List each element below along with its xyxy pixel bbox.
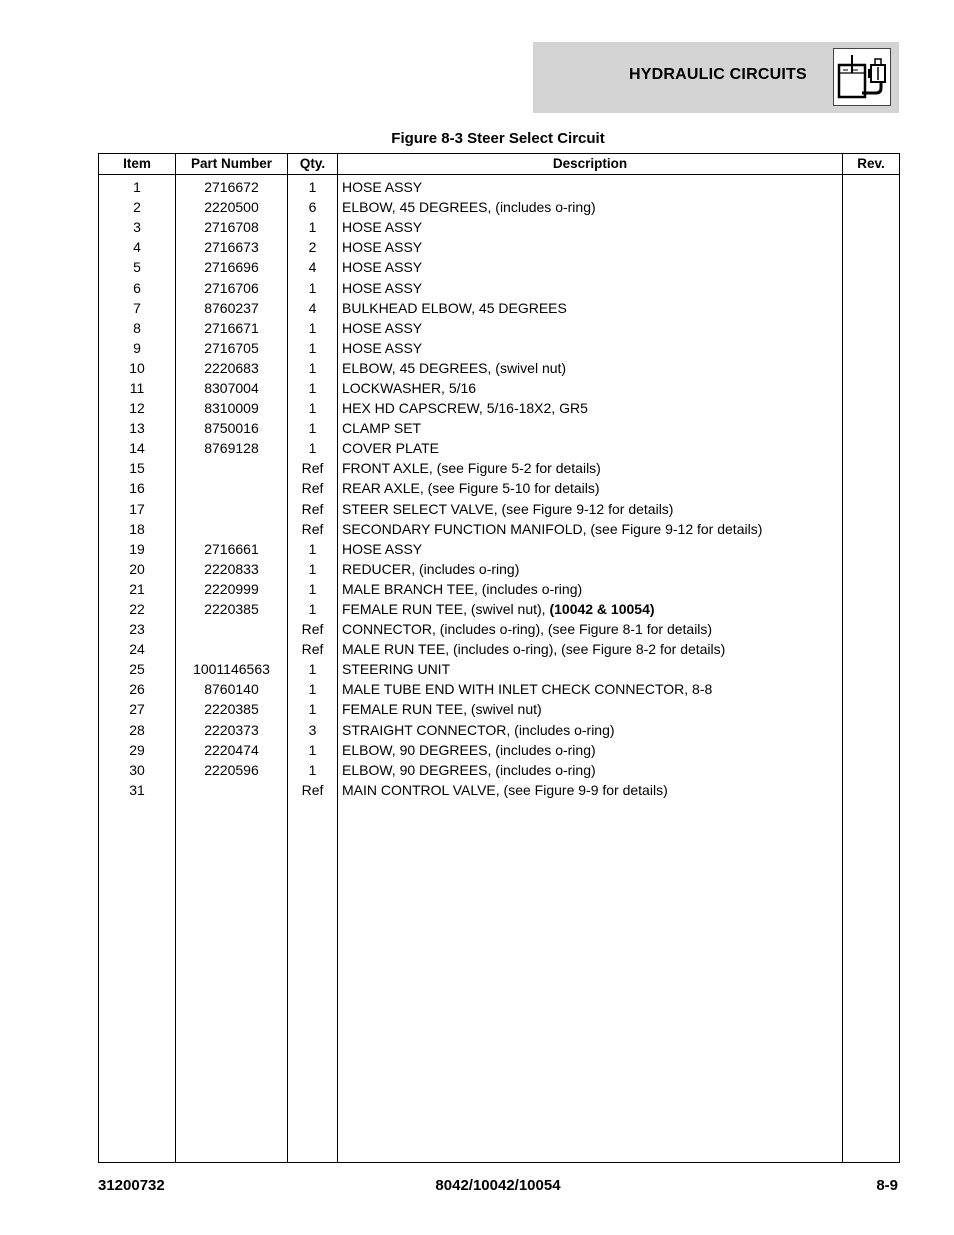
description-text: HEX HD CAPSCREW, 5/16-18X2, GR5 [342,400,588,417]
description-text: FEMALE RUN TEE, (swivel nut) [342,701,542,718]
qty-cell: Ref [288,499,338,519]
description-cell [338,257,843,277]
qty-cell: 1 [288,679,338,699]
rev-cell [843,277,900,297]
description-text: HOSE ASSY [342,219,423,236]
item-cell: 10 [99,358,176,378]
item-cell: 23 [99,619,176,639]
item-cell: 4 [99,237,176,257]
qty-cell: 4 [288,257,338,277]
description-text: FEMALE RUN TEE, (swivel nut), [342,601,550,618]
description-cell [338,298,843,318]
part-number-cell: 8750016 [176,418,288,438]
table-row [99,398,900,418]
part-number-cell [176,780,288,800]
rev-cell [843,478,900,498]
part-number-cell: 2716672 [176,175,288,198]
qty-cell: 1 [288,378,338,398]
item-cell: 26 [99,679,176,699]
table-row [99,499,900,519]
model-numbers: 8042/10042/10054 [435,1177,561,1194]
item-cell: 24 [99,639,176,659]
item-cell: 20 [99,559,176,579]
description-cell [338,740,843,760]
part-number-cell: 8307004 [176,378,288,398]
part-number-cell: 2716673 [176,237,288,257]
table-row [99,519,900,539]
table-empty-space [99,800,900,1163]
part-number-cell: 2220474 [176,740,288,760]
description-cell [338,659,843,679]
description-cell [338,760,843,780]
description-text: MAIN CONTROL VALVE, (see Figure 9-9 for details) [342,781,668,798]
part-number-cell: 1001146563 [176,659,288,679]
description-cell [338,338,843,358]
part-number-cell: 2220683 [176,358,288,378]
description-text: LOCKWASHER, 5/16 [342,379,477,396]
part-number-cell: 8769128 [176,438,288,458]
item-cell: 29 [99,740,176,760]
item-cell: 9 [99,338,176,358]
item-cell: 5 [99,257,176,277]
description-text: BULKHEAD ELBOW, 45 DEGREES [342,299,567,316]
rev-cell [843,175,900,198]
part-number-cell: 2716696 [176,257,288,277]
table-row [99,760,900,780]
qty-cell: 1 [288,699,338,719]
rev-cell [843,499,900,519]
part-number-cell: 2220373 [176,720,288,740]
qty-cell: Ref [288,478,338,498]
part-number-cell: 2220596 [176,760,288,780]
qty-cell: 6 [288,197,338,217]
hydraulic-circuit-icon [833,48,891,106]
qty-cell: 1 [288,579,338,599]
description-cell [338,780,843,800]
empty-cell [288,800,338,1163]
qty-cell: 1 [288,398,338,418]
description-text: STRAIGHT CONNECTOR, (includes o-ring) [342,721,615,738]
table-row [99,699,900,719]
table-row [99,720,900,740]
part-number-cell: 2220385 [176,599,288,619]
description-text: CLAMP SET [342,420,422,437]
description-cell [338,398,843,418]
description-cell [338,318,843,338]
item-cell: 15 [99,458,176,478]
item-cell: 1 [99,175,176,198]
rev-cell [843,780,900,800]
part-number-cell [176,519,288,539]
part-number-cell: 2716708 [176,217,288,237]
document-number: 31200732 [98,1177,165,1194]
description-text: HOSE ASSY [342,540,423,557]
rev-cell [843,237,900,257]
rev-cell [843,398,900,418]
description-text: ELBOW, 90 DEGREES, (includes o-ring) [342,741,596,758]
description-model-note: (10042 & 10054) [549,601,655,618]
description-text: SECONDARY FUNCTION MANIFOLD, (see Figure 9-12 for details) [342,520,763,537]
description-cell [338,438,843,458]
rev-cell [843,699,900,719]
qty-cell: 1 [288,438,338,458]
description-text: CONNECTOR, (includes o-ring), (see Figure 8-1 for details) [342,621,713,638]
rev-cell [843,257,900,277]
table-row [99,418,900,438]
description-cell [338,197,843,217]
table-row [99,438,900,458]
description-cell [338,599,843,619]
description-cell [338,639,843,659]
table-row [99,318,900,338]
description-text: FRONT AXLE, (see Figure 5-2 for details) [342,460,601,477]
description-cell [338,559,843,579]
table-row [99,679,900,699]
qty-cell: Ref [288,619,338,639]
rev-cell [843,599,900,619]
part-number-cell: 2716705 [176,338,288,358]
rev-cell [843,579,900,599]
rev-cell [843,659,900,679]
qty-cell: 1 [288,539,338,559]
rev-cell [843,418,900,438]
description-cell [338,499,843,519]
item-cell: 27 [99,699,176,719]
part-number-cell [176,639,288,659]
part-number-cell: 8760237 [176,298,288,318]
rev-cell [843,298,900,318]
table-row [99,277,900,297]
parts-table [98,153,900,1163]
rev-cell [843,740,900,760]
description-cell [338,458,843,478]
part-number-cell [176,619,288,639]
table-row [99,539,900,559]
description-text: HOSE ASSY [342,259,423,276]
rev-cell [843,438,900,458]
description-cell [338,478,843,498]
description-cell [338,237,843,257]
qty-cell: 1 [288,175,338,198]
item-cell: 16 [99,478,176,498]
parts-table-body [99,175,900,1163]
section-title: HYDRAULIC CIRCUITS [629,66,807,83]
description-text: STEER SELECT VALVE, (see Figure 9-12 for details) [342,500,674,517]
part-number-cell: 2716706 [176,277,288,297]
rev-cell [843,559,900,579]
description-cell [338,619,843,639]
rev-cell [843,197,900,217]
item-cell: 7 [99,298,176,318]
qty-cell: Ref [288,639,338,659]
table-row [99,740,900,760]
rev-cell [843,458,900,478]
qty-cell: 2 [288,237,338,257]
item-cell: 8 [99,318,176,338]
qty-cell: 3 [288,720,338,740]
part-number-cell: 2220500 [176,197,288,217]
description-text: ELBOW, 90 DEGREES, (includes o-ring) [342,761,596,778]
rev-cell [843,619,900,639]
column-header-qty: Qty. [288,154,338,175]
description-cell [338,358,843,378]
description-cell [338,579,843,599]
item-cell: 12 [99,398,176,418]
description-cell [338,418,843,438]
item-cell: 22 [99,599,176,619]
item-cell: 11 [99,378,176,398]
table-row [99,619,900,639]
table-row [99,659,900,679]
table-row [99,378,900,398]
qty-cell: 1 [288,338,338,358]
qty-cell: 1 [288,277,338,297]
description-cell [338,175,843,198]
item-cell: 18 [99,519,176,539]
rev-cell [843,639,900,659]
table-row [99,197,900,217]
part-number-cell: 2220999 [176,579,288,599]
item-cell: 17 [99,499,176,519]
qty-cell: 1 [288,358,338,378]
rev-cell [843,378,900,398]
qty-cell: 1 [288,659,338,679]
rev-cell [843,358,900,378]
item-cell: 31 [99,780,176,800]
table-row [99,237,900,257]
empty-cell [176,800,288,1163]
description-cell [338,378,843,398]
empty-cell [338,800,843,1163]
rev-cell [843,338,900,358]
rev-cell [843,217,900,237]
qty-cell: Ref [288,780,338,800]
qty-cell: 1 [288,217,338,237]
item-cell: 3 [99,217,176,237]
description-text: HOSE ASSY [342,179,423,196]
part-number-cell: 8760140 [176,679,288,699]
description-cell [338,720,843,740]
part-number-cell: 2716671 [176,318,288,338]
table-row [99,257,900,277]
table-row [99,358,900,378]
table-row [99,217,900,237]
description-text: HOSE ASSY [342,339,423,356]
qty-cell: 4 [288,298,338,318]
table-row [99,338,900,358]
description-cell [338,217,843,237]
qty-cell: 1 [288,760,338,780]
qty-cell: 1 [288,740,338,760]
rev-cell [843,318,900,338]
table-row [99,175,900,198]
item-cell: 14 [99,438,176,458]
description-text: REAR AXLE, (see Figure 5-10 for details) [342,480,600,497]
column-header-part-number: Part Number [176,154,288,175]
qty-cell: 1 [288,418,338,438]
qty-cell: Ref [288,458,338,478]
part-number-cell: 8310009 [176,398,288,418]
rev-cell [843,539,900,559]
part-number-cell [176,499,288,519]
table-header-row [99,154,900,175]
description-text: HOSE ASSY [342,239,423,256]
part-number-cell: 2716661 [176,539,288,559]
part-number-cell [176,458,288,478]
empty-cell [843,800,900,1163]
description-cell [338,679,843,699]
table-row [99,298,900,318]
rev-cell [843,760,900,780]
part-number-cell [176,478,288,498]
item-cell: 21 [99,579,176,599]
page-number: 8-9 [876,1177,898,1194]
table-row [99,478,900,498]
description-text: MALE RUN TEE, (includes o-ring), (see Figure 8-2 for details) [342,641,726,658]
table-row [99,559,900,579]
item-cell: 19 [99,539,176,559]
description-text: HOSE ASSY [342,319,423,336]
figure-title: Figure 8-3 Steer Select Circuit [391,130,605,147]
column-header-description: Description [338,154,843,175]
qty-cell: 1 [288,599,338,619]
table-row [99,639,900,659]
description-text: STEERING UNIT [342,661,451,678]
description-cell [338,519,843,539]
description-text: MALE TUBE END WITH INLET CHECK CONNECTOR, 8-8 [342,681,713,698]
description-text: ELBOW, 45 DEGREES, (swivel nut) [342,359,567,376]
qty-cell: 1 [288,318,338,338]
rev-cell [843,720,900,740]
item-cell: 13 [99,418,176,438]
empty-cell [99,800,176,1163]
table-row [99,579,900,599]
column-header-item: Item [99,154,176,175]
item-cell: 30 [99,760,176,780]
column-header-rev: Rev. [843,154,900,175]
item-cell: 6 [99,277,176,297]
part-number-cell: 2220833 [176,559,288,579]
part-number-cell: 2220385 [176,699,288,719]
item-cell: 25 [99,659,176,679]
table-row [99,458,900,478]
description-text: HOSE ASSY [342,279,423,296]
qty-cell: Ref [288,519,338,539]
description-cell [338,277,843,297]
description-cell [338,539,843,559]
description-text: MALE BRANCH TEE, (includes o-ring) [342,580,583,597]
description-cell [338,699,843,719]
description-text: COVER PLATE [342,440,439,457]
section-header [533,42,899,113]
item-cell: 2 [99,197,176,217]
table-row [99,780,900,800]
table-row [99,599,900,619]
qty-cell: 1 [288,559,338,579]
rev-cell [843,679,900,699]
description-text: REDUCER, (includes o-ring) [342,560,520,577]
rev-cell [843,519,900,539]
description-text: ELBOW, 45 DEGREES, (includes o-ring) [342,199,596,216]
item-cell: 28 [99,720,176,740]
